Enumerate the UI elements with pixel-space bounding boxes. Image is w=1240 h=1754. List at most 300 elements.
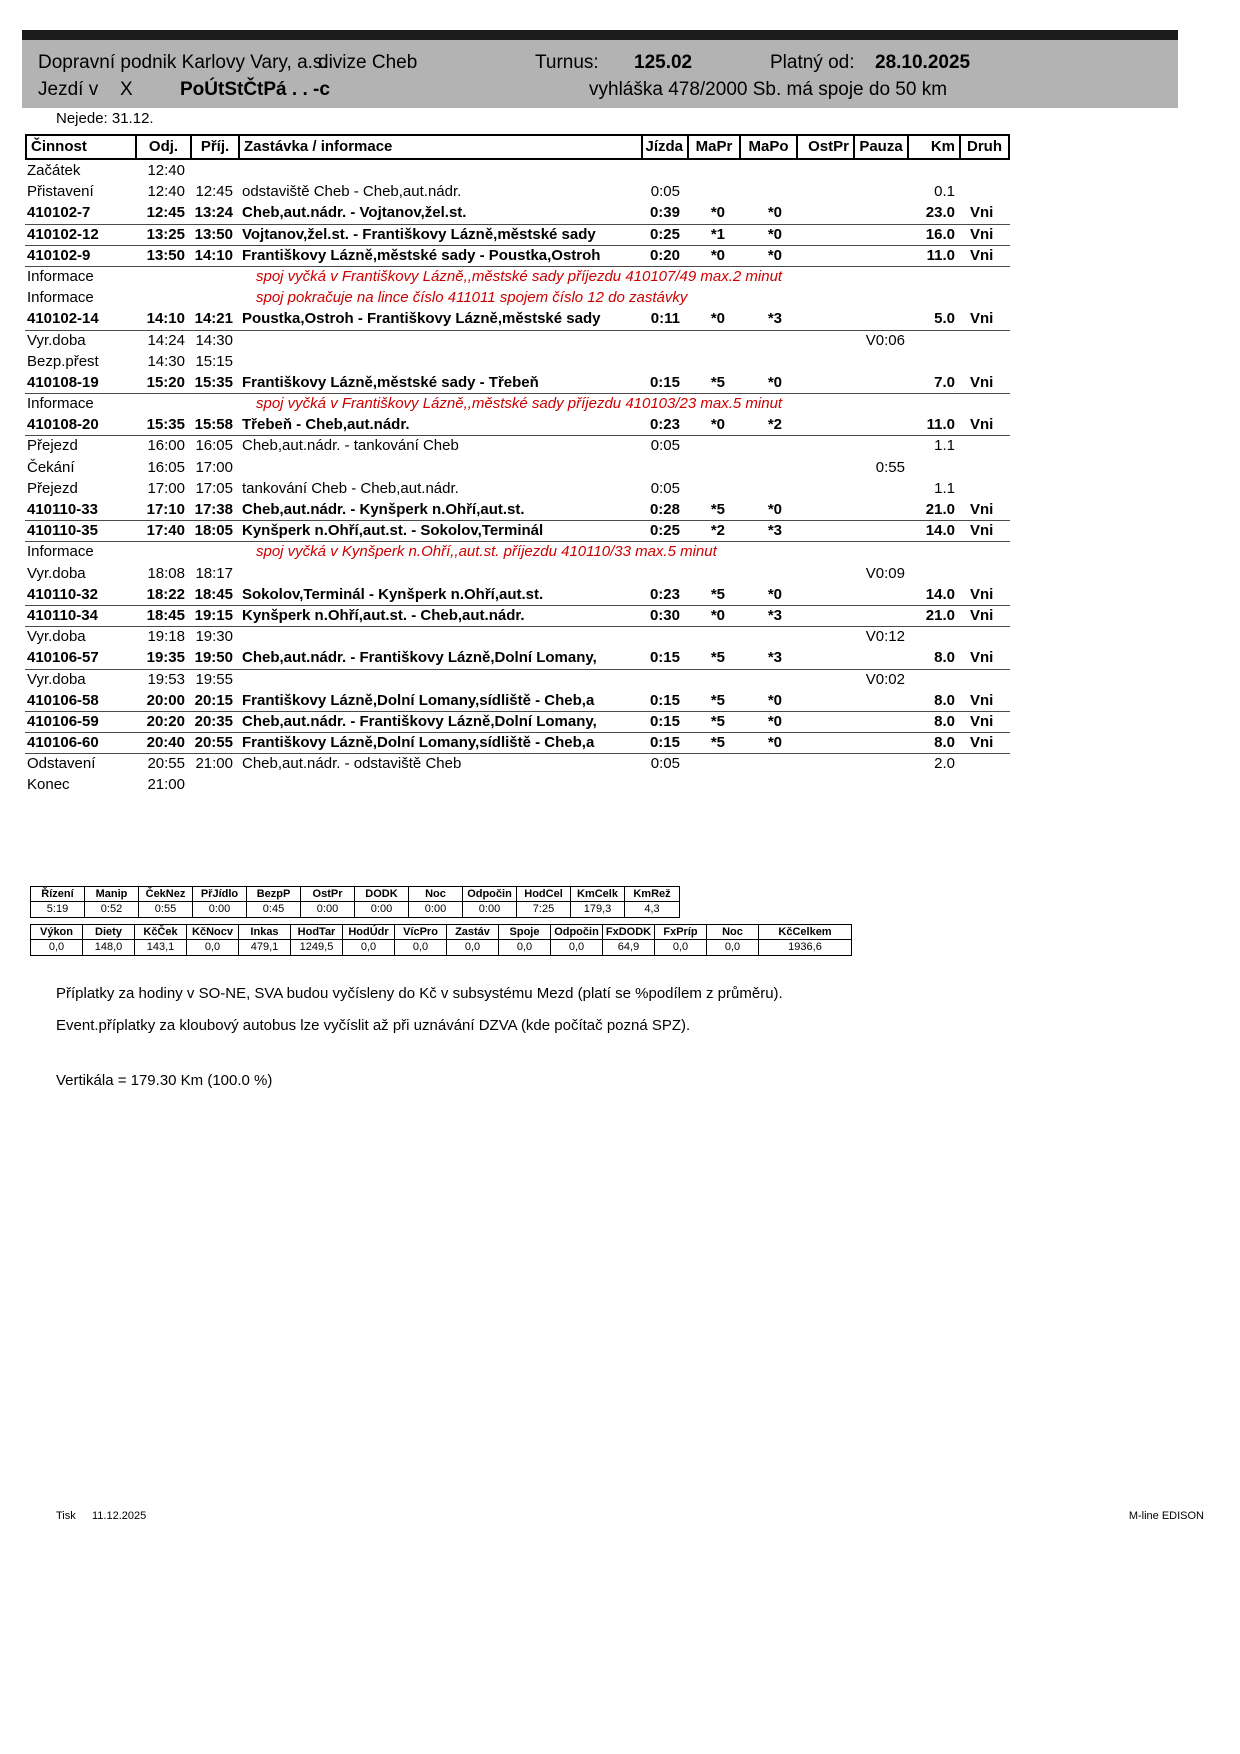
cell-jizda (641, 160, 687, 181)
cell-jizda: 0:15 (641, 690, 687, 712)
cell-odj: 19:53 (147, 670, 185, 688)
cell-pauza (853, 711, 907, 733)
cell-jizda: 0:20 (641, 245, 687, 267)
cell-prij: 14:30 (195, 331, 233, 349)
cell-druh: Vni (959, 584, 1010, 606)
cell-mapr (687, 160, 739, 181)
cell-jizda: 0:28 (641, 499, 687, 521)
cell-ostpr (796, 202, 853, 224)
cell-km (907, 669, 959, 690)
col-header-druh: Druh (959, 136, 1010, 158)
cell-cinnost: 410102-12 (25, 224, 135, 246)
cell-cinnost: 410110-34 (25, 605, 135, 627)
schedule-table-header (25, 134, 1010, 160)
cell-jizda: 0:23 (641, 414, 687, 436)
schedule-row (25, 202, 1010, 223)
schedule-row (25, 245, 1010, 266)
summary-cell: Výkon (31, 925, 83, 940)
cell-prij: 19:55 (195, 670, 233, 688)
summary-cell: 479,1 (239, 940, 291, 955)
summary-cell: 0:00 (409, 902, 463, 917)
info-text: spoj vyčká v Františkovy Lázně,,městské sady příjezdu 410103/23 max.5 minut (256, 395, 783, 413)
cell-mapr: *0 (687, 605, 739, 627)
cell-pauza (853, 181, 907, 202)
cell-mapo (739, 435, 796, 456)
cell-druh: Vni (959, 414, 1010, 436)
cell-druh: Vni (959, 520, 1010, 542)
turnus-label: Turnus: (535, 52, 599, 73)
summary-cell: KmRež (625, 887, 679, 902)
summary-cell: KčNocv (187, 925, 239, 940)
cell-druh (959, 563, 1010, 584)
cell-jizda (641, 774, 687, 795)
summary-cell: 1249,5 (291, 940, 343, 955)
cell-mapo (739, 478, 796, 499)
summary-cell: Odpočin (551, 925, 603, 940)
cell-odj: 14:10 (135, 308, 190, 330)
col-header-jizda: Jízda (641, 136, 687, 158)
cell-pauza (853, 774, 907, 795)
cell-cinnost: 410110-32 (25, 584, 135, 606)
cell-zastavka: Kynšperk n.Ohří,aut.st. - Cheb,aut.nádr. (238, 605, 641, 627)
cell-ostpr (796, 605, 853, 627)
valid-from-value: 28.10.2025 (875, 52, 971, 73)
cell-mapr (687, 457, 739, 478)
cell-km: 11.0 (907, 414, 959, 436)
cell-mapo: *3 (739, 308, 796, 330)
info-text: spoj vyčká v Františkovy Lázně,,městské sady příjezdu 410107/49 max.2 minut (256, 267, 783, 285)
summary-cell: 0,0 (343, 940, 395, 955)
cell-ostpr (796, 690, 853, 712)
cell-zastavka: Vojtanov,žel.st. - Františkovy Lázně,městské sady (238, 224, 641, 246)
cell-mapo (739, 626, 796, 647)
cell-mapr: *5 (687, 711, 739, 733)
summary-cell: 148,0 (83, 940, 135, 955)
schedule-row (25, 520, 1010, 541)
cell-pauza (853, 520, 907, 542)
summary-cell: PřJídlo (193, 887, 247, 902)
cell-prij: 17:00 (195, 458, 233, 476)
cell-mapr (687, 626, 739, 647)
cell-cinnost: 410106-58 (25, 690, 135, 712)
summary-cell: Inkas (239, 925, 291, 940)
cell-cinnost: Přejezd (27, 479, 78, 497)
cell-mapr (687, 435, 739, 456)
summary-cell: Spoje (499, 925, 551, 940)
summary-headers-row (31, 887, 679, 902)
cell-ostpr (796, 520, 853, 542)
schedule-row (25, 690, 1010, 711)
cell-jizda (641, 626, 687, 647)
not-running-note: Nejede: 31.12. (56, 110, 154, 127)
cell-prij: 15:58 (190, 414, 238, 436)
schedule-row (25, 224, 1010, 245)
cell-mapo: *0 (739, 224, 796, 246)
cell-odj: 14:24 (147, 331, 185, 349)
cell-ostpr (796, 499, 853, 521)
cell-cinnost: 410106-60 (25, 732, 135, 754)
cell-jizda: 0:11 (641, 308, 687, 330)
summary-cell: KčCelkem (759, 925, 851, 940)
info-row (25, 287, 1010, 308)
cell-druh (959, 774, 1010, 795)
cell-ostpr (796, 669, 853, 690)
cell-prij: 18:45 (190, 584, 238, 606)
summary-cell: Noc (409, 887, 463, 902)
schedule-row (25, 499, 1010, 520)
cell-odj: 20:40 (135, 732, 190, 754)
cell-mapo (739, 753, 796, 774)
col-header-km: Km (907, 136, 959, 158)
col-header-cinnost: Činnost (25, 136, 135, 158)
cell-km: 8.0 (907, 647, 959, 669)
cell-km: 16.0 (907, 224, 959, 246)
cell-odj: 20:20 (135, 711, 190, 733)
cell-mapo: *3 (739, 520, 796, 542)
summary-cell: Odpočin (463, 887, 517, 902)
summary-cell: 0:55 (139, 902, 193, 917)
cell-cinnost: 410108-20 (25, 414, 135, 436)
summary-cell: 143,1 (135, 940, 187, 955)
cell-druh (959, 330, 1010, 351)
cell-km: 8.0 (907, 711, 959, 733)
summary-cell: Manip (85, 887, 139, 902)
cell-prij: 17:38 (190, 499, 238, 521)
cell-jizda: 0:05 (650, 183, 680, 201)
cell-prij: 20:15 (190, 690, 238, 712)
cell-mapo: *0 (739, 732, 796, 754)
cell-jizda: 0:05 (650, 437, 680, 455)
cell-prij: 20:55 (190, 732, 238, 754)
cell-cinnost: 410110-33 (25, 499, 135, 521)
cell-prij: 16:05 (195, 437, 233, 455)
cell-ostpr (796, 626, 853, 647)
cell-mapo: *0 (739, 202, 796, 224)
summary-cell: Diety (83, 925, 135, 940)
cell-zastavka: Cheb,aut.nádr. - Vojtanov,žel.st. (238, 202, 641, 224)
cell-pauza (853, 414, 907, 436)
schedule-row (25, 351, 1010, 372)
summary-cell: Řízení (31, 887, 85, 902)
cell-km: 14.0 (907, 520, 959, 542)
cell-mapo: *3 (739, 605, 796, 627)
cell-km: 8.0 (907, 690, 959, 712)
cell-km (907, 626, 959, 647)
header-box (22, 30, 1178, 108)
schedule-row (25, 160, 1010, 181)
cell-odj: 12:40 (147, 183, 185, 201)
cell-ostpr (796, 245, 853, 267)
division-name: divize Cheb (318, 52, 418, 73)
summary-cell: Zastáv (447, 925, 499, 940)
cell-jizda (641, 457, 687, 478)
cell-ostpr (796, 563, 853, 584)
cell-ostpr (796, 711, 853, 733)
schedule-row (25, 330, 1010, 351)
cell-odj: 15:35 (135, 414, 190, 436)
summary-cell: 0,0 (447, 940, 499, 955)
summary-headers-row (31, 925, 851, 940)
schedule-row (25, 457, 1010, 478)
cell-ostpr (796, 457, 853, 478)
summary-cell: 0:00 (463, 902, 517, 917)
cell-druh: Vni (959, 711, 1010, 733)
cell-jizda (641, 669, 687, 690)
valid-from-label: Platný od: (770, 52, 855, 73)
cell-mapo (739, 563, 796, 584)
cell-odj: 19:35 (135, 647, 190, 669)
cell-mapo: *3 (739, 647, 796, 669)
summary-cell: 0,0 (187, 940, 239, 955)
cell-cinnost: 410106-57 (25, 647, 135, 669)
schedule-row (25, 626, 1010, 647)
schedule-row (25, 308, 1010, 329)
schedule-row (25, 372, 1010, 393)
cell-mapo: *0 (739, 690, 796, 712)
cell-zastavka: Cheb,aut.nádr. - Kynšperk n.Ohří,aut.st. (238, 499, 641, 521)
cell-ostpr (796, 414, 853, 436)
summary-cell: HodTar (291, 925, 343, 940)
summary-cell: FxDODK (603, 925, 655, 940)
schedule-row (25, 478, 1010, 499)
cell-prij: 14:21 (190, 308, 238, 330)
cell-zastavka (238, 626, 641, 647)
cell-mapo (739, 351, 796, 372)
cell-zastavka: Cheb,aut.nádr. - tankování Cheb (242, 437, 459, 455)
cell-ostpr (796, 181, 853, 202)
schedule-table (25, 134, 1010, 796)
cell-km (907, 563, 959, 584)
cell-mapr: *0 (687, 308, 739, 330)
summary-cell: 0:45 (247, 902, 301, 917)
info-row (25, 266, 1010, 287)
cell-mapo: *0 (739, 372, 796, 394)
cell-jizda (641, 330, 687, 351)
cell-km: 23.0 (907, 202, 959, 224)
cell-pauza: V0:06 (865, 331, 905, 349)
cell-km: 14.0 (907, 584, 959, 606)
col-header-odj: Odj. (135, 136, 190, 158)
runs-code: X (120, 79, 133, 100)
summary-values-row (31, 940, 851, 955)
schedule-row (25, 753, 1010, 774)
summary-table-hours (30, 886, 680, 918)
cell-zastavka: Františkovy Lázně,Dolní Lomany,sídliště - Cheb,a (238, 690, 641, 712)
cell-prij: 14:10 (190, 245, 238, 267)
cell-zastavka: Sokolov,Terminál - Kynšperk n.Ohří,aut.st. (238, 584, 641, 606)
cell-druh: Vni (959, 372, 1010, 394)
cell-cinnost: Odstavení (27, 755, 96, 773)
cell-pauza (853, 308, 907, 330)
cell-pauza (853, 584, 907, 606)
cell-ostpr (796, 647, 853, 669)
cell-zastavka: odstaviště Cheb - Cheb,aut.nádr. (242, 183, 462, 201)
cell-odj: 19:18 (147, 628, 185, 646)
info-text: spoj pokračuje na lince číslo 411011 spojem číslo 12 do zastávky (256, 289, 688, 307)
vertical-km-summary: Vertikála = 179.30 Km (100.0 %) (56, 1072, 273, 1089)
cell-jizda: 0:25 (641, 224, 687, 246)
cell-pauza (853, 160, 907, 181)
cell-odj: 12:40 (147, 162, 185, 179)
cell-mapo: *2 (739, 414, 796, 436)
summary-cell: 7:25 (517, 902, 571, 917)
cell-km: 21.0 (907, 605, 959, 627)
runs-label: Jezdí v (38, 79, 99, 100)
cell-druh (959, 181, 1010, 202)
cell-odj: 14:30 (147, 352, 185, 370)
cell-odj: 13:25 (135, 224, 190, 246)
cell-zastavka: Františkovy Lázně,Dolní Lomany,sídliště - Cheb,a (238, 732, 641, 754)
cell-zastavka: Poustka,Ostroh - Františkovy Lázně,městské sady (238, 308, 641, 330)
cell-ostpr (796, 753, 853, 774)
cell-ostpr (796, 732, 853, 754)
cell-cinnost: Informace (27, 289, 94, 307)
cell-zastavka (238, 774, 641, 795)
cell-zastavka (238, 669, 641, 690)
cell-ostpr (796, 224, 853, 246)
cell-prij: 15:35 (190, 372, 238, 394)
cell-zastavka: Cheb,aut.nádr. - Františkovy Lázně,Dolní Lomany, (238, 711, 641, 733)
summary-cell: 64,9 (603, 940, 655, 955)
cell-pauza (853, 372, 907, 394)
cell-pauza: V0:12 (865, 628, 905, 646)
cell-prij: 19:15 (190, 605, 238, 627)
cell-prij: 19:30 (195, 628, 233, 646)
cell-km: 5.0 (907, 308, 959, 330)
cell-druh (959, 160, 1010, 181)
cell-odj: 13:50 (135, 245, 190, 267)
cell-jizda: 0:30 (641, 605, 687, 627)
cell-druh (959, 669, 1010, 690)
cell-jizda: 0:05 (650, 755, 680, 773)
app-name: M-line EDISON (1128, 1510, 1204, 1522)
info-row (25, 393, 1010, 414)
summary-cell: HodCel (517, 887, 571, 902)
cell-cinnost: Přejezd (27, 437, 78, 455)
col-header-zastavka: Zastávka / informace (238, 136, 641, 158)
cell-pauza (853, 351, 907, 372)
cell-km: 1.1 (934, 437, 955, 455)
summary-cell: Noc (707, 925, 759, 940)
cell-km (907, 160, 959, 181)
cell-mapr: *5 (687, 647, 739, 669)
cell-zastavka: Františkovy Lázně,městské sady - Třebeň (238, 372, 641, 394)
cell-druh: Vni (959, 224, 1010, 246)
summary-cell: DODK (355, 887, 409, 902)
schedule-row (25, 181, 1010, 202)
cell-mapr: *5 (687, 732, 739, 754)
cell-druh: Vni (959, 245, 1010, 267)
cell-druh (959, 351, 1010, 372)
cell-km (907, 457, 959, 478)
summary-cell: HodÚdr (343, 925, 395, 940)
summary-cell: 0:00 (355, 902, 409, 917)
summary-cell: 0:00 (301, 902, 355, 917)
cell-jizda: 0:39 (641, 202, 687, 224)
cell-zastavka (238, 160, 641, 181)
cell-pauza (853, 202, 907, 224)
cell-mapr (687, 563, 739, 584)
cell-ostpr (796, 330, 853, 351)
cell-prij: 12:45 (195, 183, 233, 201)
cell-cinnost: 410102-9 (25, 245, 135, 267)
summary-values-row (31, 902, 679, 917)
cell-odj: 16:05 (147, 458, 185, 476)
cell-mapo: *0 (739, 499, 796, 521)
cell-mapr: *5 (687, 690, 739, 712)
cell-jizda: 0:15 (641, 732, 687, 754)
cell-mapr: *5 (687, 584, 739, 606)
cell-km: 1.1 (934, 479, 955, 497)
cell-mapo (739, 774, 796, 795)
cell-zastavka: Františkovy Lázně,městské sady - Poustka,Ostroh (238, 245, 641, 267)
cell-mapo (739, 181, 796, 202)
cell-prij: 17:05 (195, 479, 233, 497)
cell-cinnost: 410102-14 (25, 308, 135, 330)
cell-cinnost: Konec (27, 776, 70, 794)
cell-odj: 18:45 (135, 605, 190, 627)
cell-mapo: *0 (739, 245, 796, 267)
cell-mapr: *0 (687, 202, 739, 224)
cell-km: 21.0 (907, 499, 959, 521)
summary-cell: 0,0 (551, 940, 603, 955)
cell-prij (190, 774, 238, 795)
note-surcharge-weekend: Příplatky za hodiny v SO-NE, SVA budou vyčísleny do Kč v subsystému Mezd (platí se %podílem z průměru). (56, 985, 783, 1002)
schedule-row (25, 669, 1010, 690)
cell-mapr (687, 181, 739, 202)
cell-mapr (687, 753, 739, 774)
cell-zastavka (238, 563, 641, 584)
cell-prij: 21:00 (195, 755, 233, 773)
cell-mapo (739, 457, 796, 478)
cell-mapo: *0 (739, 584, 796, 606)
cell-km: 8.0 (907, 732, 959, 754)
summary-cell: 5:19 (31, 902, 85, 917)
cell-zastavka: tankování Cheb - Cheb,aut.nádr. (242, 479, 459, 497)
cell-cinnost: 410106-59 (25, 711, 135, 733)
cell-ostpr (796, 160, 853, 181)
cell-mapo (739, 669, 796, 690)
cell-cinnost: Vyr.doba (27, 628, 86, 646)
print-date: 11.12.2025 (92, 1510, 147, 1522)
cell-pauza (853, 478, 907, 499)
cell-zastavka (238, 330, 641, 351)
cell-pauza: 0:55 (875, 458, 905, 476)
cell-ostpr (796, 351, 853, 372)
summary-cell: 0,0 (707, 940, 759, 955)
cell-mapr: *1 (687, 224, 739, 246)
cell-odj: 17:00 (147, 479, 185, 497)
cell-km: 2.0 (934, 755, 955, 773)
cell-druh (959, 435, 1010, 456)
cell-mapr (687, 330, 739, 351)
cell-mapr (687, 478, 739, 499)
cell-ostpr (796, 308, 853, 330)
cell-odj: 12:45 (135, 202, 190, 224)
summary-cell: 0,0 (31, 940, 83, 955)
cell-zastavka (238, 351, 641, 372)
summary-cell: OstPr (301, 887, 355, 902)
cell-mapr: *5 (687, 499, 739, 521)
cell-prij: 13:24 (190, 202, 238, 224)
cell-pauza: V0:02 (865, 670, 905, 688)
schedule-row (25, 435, 1010, 456)
cell-odj: 15:20 (135, 372, 190, 394)
print-label: Tisk (56, 1510, 76, 1522)
cell-odj: 18:22 (135, 584, 190, 606)
decree-text: vyhláška 478/2000 Sb. má spoje do 50 km (589, 79, 948, 100)
cell-mapr: *0 (687, 414, 739, 436)
